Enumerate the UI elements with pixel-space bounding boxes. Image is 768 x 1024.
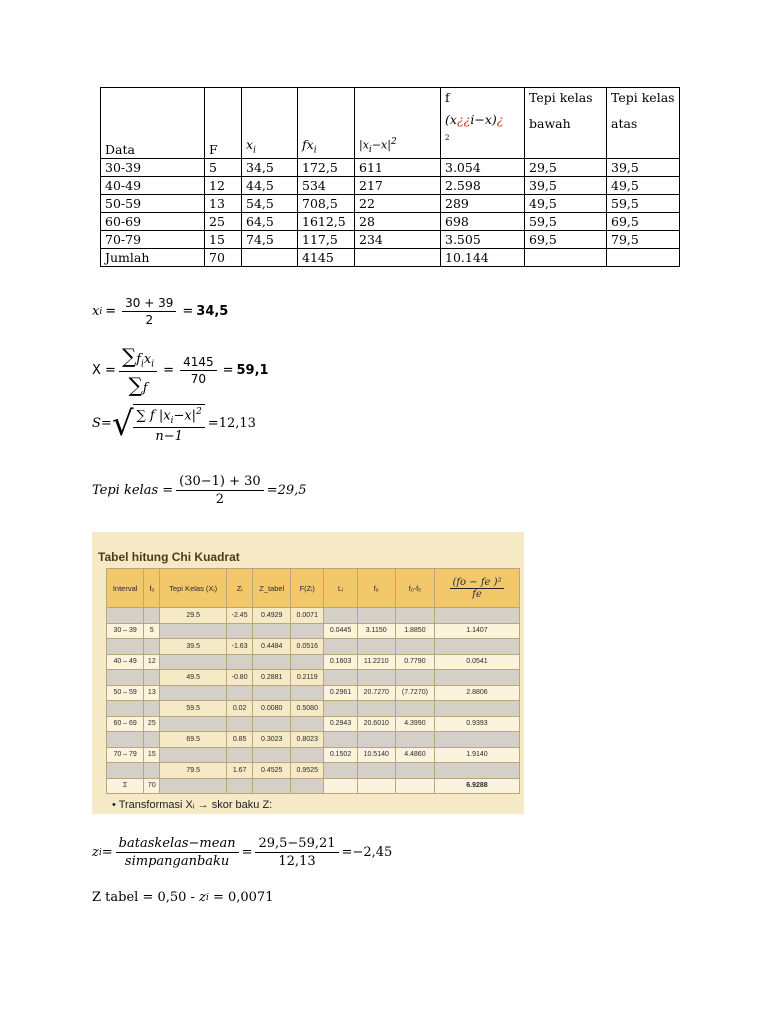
chi-cell <box>144 763 160 779</box>
chi-cell <box>395 763 434 779</box>
chi-cell <box>107 701 144 717</box>
chi-cell <box>253 747 291 763</box>
header-data: Data <box>101 88 205 159</box>
chi-cell <box>253 716 291 732</box>
chi-cell <box>395 639 434 655</box>
chi-cell <box>324 763 357 779</box>
cell-atas: 49,5 <box>607 177 680 195</box>
chi-header-row <box>107 569 520 608</box>
chi-cell: 1.1407 <box>435 623 520 639</box>
formula-mean: X = $\frac{\sum f_ix_i}{\sum f}$ = $\frac{4145}{70}$ = 59,1 <box>92 344 269 397</box>
chi-cell: 0.3023 <box>253 732 291 748</box>
chi-cell: 0.0080 <box>253 701 291 717</box>
cell-xi: 54,5 <box>242 195 298 213</box>
cell-bawah: 69,5 <box>525 231 607 249</box>
chi-cell <box>107 639 144 655</box>
table-row <box>101 177 680 195</box>
chi-cell <box>291 623 324 639</box>
chi-cell: 5 <box>144 623 160 639</box>
chi-cell <box>291 685 324 701</box>
chi-cell: 0.4929 <box>253 608 291 624</box>
chi-header-cell: fₒ-fₑ <box>395 569 434 608</box>
formula-std-dev: S= √ $\frac{\sum f |x_i-x|^2}{n-1}$ = 12,13 <box>92 403 256 444</box>
cell-fdev: 3.054 <box>441 159 525 177</box>
cell-fxi: 708,5 <box>298 195 355 213</box>
cell-dev: 28 <box>355 213 441 231</box>
chi-cell: 15 <box>144 747 160 763</box>
chi-cell <box>435 763 520 779</box>
header-tepi-bawah: Tepi kelas bawah <box>525 88 607 159</box>
cell-data: 50-59 <box>101 195 205 213</box>
chi-cell: 0.9393 <box>435 716 520 732</box>
chi-square-table-image <box>92 532 524 814</box>
chi-cell <box>324 608 357 624</box>
chi-cell <box>435 670 520 686</box>
chi-header-cell: Lᵢ <box>324 569 357 608</box>
chi-table-row <box>107 623 520 639</box>
chi-cell: 29.5 <box>160 608 227 624</box>
formula-z-tabel: Z tabel = 0,50 - z i = 0,0071 <box>92 890 274 905</box>
chi-header-cell: Interval <box>107 569 144 608</box>
cell-fdev: 3.505 <box>441 231 525 249</box>
cell-fxi: 4145 <box>298 249 355 267</box>
chi-cell: 4.3990 <box>395 716 434 732</box>
table-row <box>101 231 680 249</box>
frequency-table <box>100 87 680 267</box>
chi-cell: 0.4525 <box>253 763 291 779</box>
chi-table-row <box>107 654 520 670</box>
chi-cell: (7.7270) <box>395 685 434 701</box>
chi-cell: 3.1150 <box>357 623 395 639</box>
chi-cell: 69.5 <box>160 732 227 748</box>
chi-cell <box>395 701 434 717</box>
chi-cell <box>395 778 434 794</box>
cell-fdev: 10.144 <box>441 249 525 267</box>
chi-cell: 49.5 <box>160 670 227 686</box>
chi-cell <box>160 747 227 763</box>
chi-cell: 0.02 <box>226 701 252 717</box>
cell-data: 70-79 <box>101 231 205 249</box>
chi-cell: 0.1603 <box>324 654 357 670</box>
cell-data: 60-69 <box>101 213 205 231</box>
chi-cell: -2.45 <box>226 608 252 624</box>
cell-fxi: 534 <box>298 177 355 195</box>
cell-dev <box>355 249 441 267</box>
chi-cell <box>253 623 291 639</box>
cell-f: 15 <box>205 231 242 249</box>
table-row <box>101 213 680 231</box>
chi-table-row <box>107 732 520 748</box>
chi-cell <box>144 701 160 717</box>
chi-cell: 0.4484 <box>253 639 291 655</box>
chi-cell <box>160 716 227 732</box>
header-fxi: $fx_i$ <box>298 88 355 159</box>
chi-cell: 2.8806 <box>435 685 520 701</box>
chi-table-row <box>107 670 520 686</box>
cell-xi <box>242 249 298 267</box>
chi-cell <box>144 608 160 624</box>
chi-cell <box>291 654 324 670</box>
chi-cell: 0.2881 <box>253 670 291 686</box>
chi-cell <box>226 747 252 763</box>
formula-tepi-kelas: Tepi kelas = $\frac{(30-1) + 30}{2}$ = 29,5 <box>92 474 307 507</box>
table-header-row <box>101 88 680 159</box>
chi-cell: 0.5080 <box>291 701 324 717</box>
chi-table-row <box>107 608 520 624</box>
chi-cell: 11.2210 <box>357 654 395 670</box>
chi-cell <box>357 701 395 717</box>
chi-cell <box>107 763 144 779</box>
chi-header-cell: Zᵢ <box>226 569 252 608</box>
header-f-deviation-squared: f (x¿¿i−x)¿ 2 <box>441 88 525 159</box>
chi-cell: 60 – 69 <box>107 716 144 732</box>
chi-cell: -0.80 <box>226 670 252 686</box>
chi-cell <box>107 732 144 748</box>
formula-xi: x i = $\frac{30 + 39}{2}$ = 34,5 <box>92 296 229 327</box>
chi-cell <box>253 654 291 670</box>
chi-cell <box>357 778 395 794</box>
chi-cell: 79.5 <box>160 763 227 779</box>
chi-cell <box>357 763 395 779</box>
chi-cell <box>226 778 252 794</box>
chi-cell: 1.8850 <box>395 623 434 639</box>
chi-cell: 30 – 39 <box>107 623 144 639</box>
chi-table-row <box>107 639 520 655</box>
cell-dev: 234 <box>355 231 441 249</box>
chi-cell <box>324 670 357 686</box>
cell-fdev: 289 <box>441 195 525 213</box>
cell-dev: 217 <box>355 177 441 195</box>
chi-cell <box>160 685 227 701</box>
chi-table-title: Tabel hitung Chi Kuadrat <box>98 550 240 564</box>
chi-cell: 20.6010 <box>357 716 395 732</box>
chi-cell <box>357 732 395 748</box>
chi-cell <box>357 670 395 686</box>
cell-atas: 79,5 <box>607 231 680 249</box>
chi-cell: 0.85 <box>226 732 252 748</box>
cell-fxi: 1612,5 <box>298 213 355 231</box>
chi-cell: 0.0541 <box>435 654 520 670</box>
chi-cell <box>160 654 227 670</box>
chi-header-chi-formula: $\frac{\text{(fo − fe )²}}{fe}$ <box>435 569 520 608</box>
chi-cell <box>435 732 520 748</box>
cell-f: 12 <box>205 177 242 195</box>
cell-bawah: 29,5 <box>525 159 607 177</box>
chi-cell <box>395 670 434 686</box>
table-row <box>101 249 680 267</box>
chi-cell <box>395 608 434 624</box>
cell-xi: 34,5 <box>242 159 298 177</box>
cell-f: 70 <box>205 249 242 267</box>
chi-cell: 59.5 <box>160 701 227 717</box>
chi-cell: 70 <box>144 778 160 794</box>
chi-cell <box>160 623 227 639</box>
chi-cell: 6.9288 <box>435 778 520 794</box>
chi-cell <box>144 639 160 655</box>
chi-cell: 70 – 79 <box>107 747 144 763</box>
chi-header-cell: Z_tabel <box>253 569 291 608</box>
chi-cell <box>291 716 324 732</box>
table-row <box>101 159 680 177</box>
chi-cell: 20.7270 <box>357 685 395 701</box>
header-f: F <box>205 88 242 159</box>
chi-cell: 0.2961 <box>324 685 357 701</box>
chi-table-row <box>107 747 520 763</box>
chi-cell <box>357 608 395 624</box>
chi-square-table <box>106 568 520 794</box>
chi-cell <box>324 778 357 794</box>
cell-dev: 22 <box>355 195 441 213</box>
chi-header-cell: fₑ <box>357 569 395 608</box>
chi-cell <box>253 778 291 794</box>
chi-cell <box>144 670 160 686</box>
cell-atas: 59,5 <box>607 195 680 213</box>
cell-f: 25 <box>205 213 242 231</box>
chi-table-row <box>107 701 520 717</box>
cell-xi: 44,5 <box>242 177 298 195</box>
chi-cell: 0.2943 <box>324 716 357 732</box>
cell-atas: 39,5 <box>607 159 680 177</box>
chi-cell <box>253 685 291 701</box>
chi-cell <box>395 732 434 748</box>
cell-fdev: 698 <box>441 213 525 231</box>
cell-data: 30-39 <box>101 159 205 177</box>
chi-cell: Σ <box>107 778 144 794</box>
chi-table-row <box>107 716 520 732</box>
chi-cell <box>226 685 252 701</box>
chi-cell: 12 <box>144 654 160 670</box>
chi-cell <box>324 732 357 748</box>
cell-dev: 611 <box>355 159 441 177</box>
cell-bawah <box>525 249 607 267</box>
chi-cell: 39.5 <box>160 639 227 655</box>
chi-cell: 0.0071 <box>291 608 324 624</box>
chi-cell: 4.4860 <box>395 747 434 763</box>
chi-cell <box>291 747 324 763</box>
chi-cell: 1.9140 <box>435 747 520 763</box>
chi-cell <box>107 608 144 624</box>
chi-cell <box>435 639 520 655</box>
chi-cell <box>324 701 357 717</box>
cell-data: 40-49 <box>101 177 205 195</box>
chi-cell <box>435 701 520 717</box>
chi-bullet-text: • Transformasi Xᵢ → skor baku Z: <box>112 799 273 811</box>
chi-cell: 50 – 59 <box>107 685 144 701</box>
chi-cell: 10.5140 <box>357 747 395 763</box>
chi-cell <box>291 778 324 794</box>
chi-cell: 40 – 49 <box>107 654 144 670</box>
chi-cell: 0.8023 <box>291 732 324 748</box>
cell-bawah: 49,5 <box>525 195 607 213</box>
chi-cell: 0.2119 <box>291 670 324 686</box>
cell-data: Jumlah <box>101 249 205 267</box>
cell-xi: 64,5 <box>242 213 298 231</box>
chi-cell: 0.0445 <box>324 623 357 639</box>
cell-fdev: 2.598 <box>441 177 525 195</box>
header-xi: $x_i$ <box>242 88 298 159</box>
chi-header-cell: Tepi Kelas (Xᵢ) <box>160 569 227 608</box>
chi-cell <box>107 670 144 686</box>
header-tepi-atas: Tepi kelas atas <box>607 88 680 159</box>
cell-bawah: 39,5 <box>525 177 607 195</box>
chi-table-row <box>107 778 520 794</box>
chi-cell: 25 <box>144 716 160 732</box>
cell-atas <box>607 249 680 267</box>
chi-table-row <box>107 685 520 701</box>
chi-table-row <box>107 763 520 779</box>
chi-cell <box>324 639 357 655</box>
header-deviation-squared: $|x_i-x|^2$ <box>355 88 441 159</box>
formula-z-score: z i = $\frac{\text{bataskelas−mean}}{\text{simpanganbaku}}$ = $\frac{29,5-59,21}{12,13}$ = −2,45 <box>92 836 393 869</box>
chi-cell <box>435 608 520 624</box>
chi-cell: -1.63 <box>226 639 252 655</box>
chi-header-cell: fₒ <box>144 569 160 608</box>
table-row <box>101 195 680 213</box>
chi-header-cell: F(Zᵢ) <box>291 569 324 608</box>
chi-cell <box>357 639 395 655</box>
table-body <box>101 159 680 267</box>
chi-cell <box>226 623 252 639</box>
chi-cell <box>160 778 227 794</box>
chi-cell <box>144 732 160 748</box>
chi-cell: 0.0516 <box>291 639 324 655</box>
cell-fxi: 117,5 <box>298 231 355 249</box>
cell-fxi: 172,5 <box>298 159 355 177</box>
cell-bawah: 59,5 <box>525 213 607 231</box>
chi-cell: 0.7790 <box>395 654 434 670</box>
cell-atas: 69,5 <box>607 213 680 231</box>
chi-cell: 0.1502 <box>324 747 357 763</box>
chi-cell: 0.9525 <box>291 763 324 779</box>
cell-xi: 74,5 <box>242 231 298 249</box>
cell-f: 5 <box>205 159 242 177</box>
chi-cell <box>226 654 252 670</box>
chi-cell: 1.67 <box>226 763 252 779</box>
chi-cell: 13 <box>144 685 160 701</box>
cell-f: 13 <box>205 195 242 213</box>
chi-cell <box>226 716 252 732</box>
